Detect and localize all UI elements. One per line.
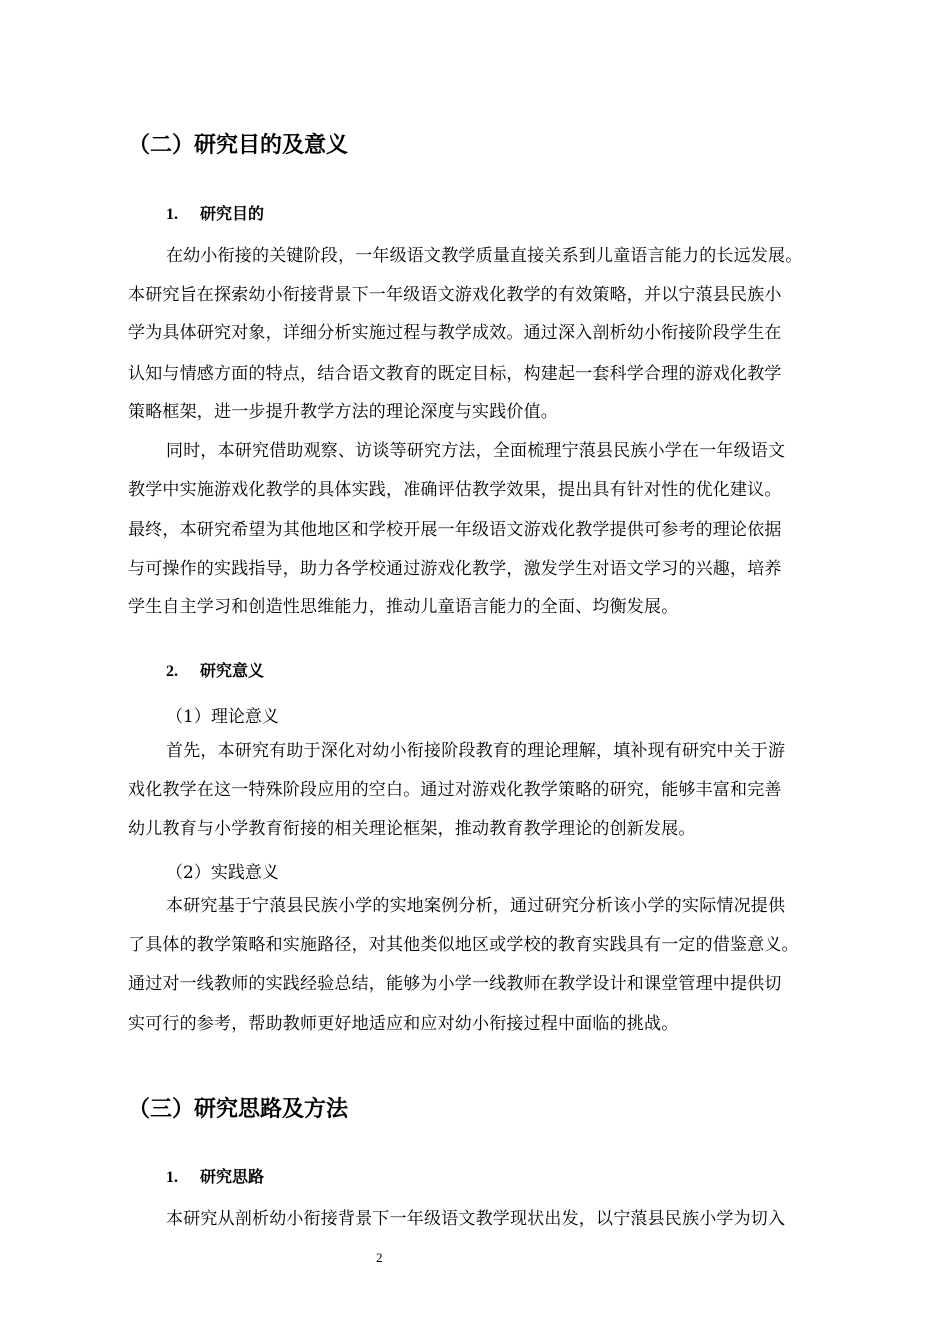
subsection-title: 研究意义 xyxy=(200,661,265,680)
paragraph-line: 本研究旨在探索幼小衔接背景下一年级语文游戏化教学的有效策略，并以宁蒗县民族小 xyxy=(128,285,782,305)
paragraph-line: 最终，本研究希望为其他地区和学校开展一年级语文游戏化教学提供可参考的理论依据 xyxy=(128,520,782,540)
paragraph-line: 了具体的教学策略和实施路径，对其他类似地区或学校的教育实践具有一定的借鉴意义。 xyxy=(128,935,799,955)
subsection-number: 2. xyxy=(166,663,178,680)
subsection-heading-research-significance xyxy=(166,658,264,681)
section-heading-approach: （三）研究思路及方法 xyxy=(128,1097,349,1122)
paragraph-line: 戏化教学在这一特殊阶段应用的空白。通过对游戏化教学策略的研究，能够丰富和完善 xyxy=(128,780,782,800)
subsection-number: 1. xyxy=(166,206,178,223)
paragraph-line: 同时，本研究借助观察、访谈等研究方法，全面梳理宁蒗县民族小学在一年级语文 xyxy=(166,441,786,461)
paragraph-line: 本研究从剖析幼小衔接背景下一年级语文教学现状出发，以宁蒗县民族小学为切入 xyxy=(166,1209,786,1229)
paragraph-line: 首先，本研究有助于深化对幼小衔接阶段教育的理论理解，填补现有研究中关于游 xyxy=(166,741,786,761)
subsection-heading-research-purpose xyxy=(166,201,264,224)
paragraph-line: 学为具体研究对象，详细分析实施过程与教学成效。通过深入剖析幼小衔接阶段学生在 xyxy=(128,323,782,343)
paragraph-line: 策略框架，进一步提升教学方法的理论深度与实践价值。 xyxy=(128,402,558,422)
paragraph-line: 本研究基于宁蒗县民族小学的实地案例分析，通过研究分析该小学的实际情况提供 xyxy=(166,896,786,916)
subsection-title: 研究思路 xyxy=(200,1167,265,1186)
subsection-number: 1. xyxy=(166,1169,178,1186)
theory-significance-label: （1）理论意义 xyxy=(166,707,279,727)
page-number: 2 xyxy=(376,1250,383,1265)
paragraph-line: 幼儿教育与小学教育衔接的相关理论框架，推动教育教学理论的创新发展。 xyxy=(128,819,696,839)
paragraph-line: 在幼小衔接的关键阶段，一年级语文教学质量直接关系到儿童语言能力的长远发展。 xyxy=(166,246,803,266)
paragraph-line: 教学中实施游戏化教学的具体实践，准确评估教学效果，提出具有针对性的优化建议。 xyxy=(128,480,782,500)
subsection-heading-research-approach xyxy=(166,1164,264,1187)
practice-significance-label: （2）实践意义 xyxy=(166,863,279,883)
subsection-title: 研究目的 xyxy=(200,204,265,223)
section-heading-purpose: （二）研究目的及意义 xyxy=(128,133,349,158)
paragraph-line: 通过对一线教师的实践经验总结，能够为小学一线教师在教学设计和课堂管理中提供切 xyxy=(128,974,782,994)
paragraph-line: 学生自主学习和创造性思维能力，推动儿童语言能力的全面、均衡发展。 xyxy=(128,597,679,617)
paragraph-line: 与可操作的实践指导，助力各学校通过游戏化教学，激发学生对语文学习的兴趣，培养 xyxy=(128,559,782,579)
paragraph-line: 实可行的参考，帮助教师更好地适应和应对幼小衔接过程中面临的挑战。 xyxy=(128,1014,679,1034)
paragraph-line: 认知与情感方面的特点，结合语文教育的既定目标，构建起一套科学合理的游戏化教学 xyxy=(128,364,782,384)
